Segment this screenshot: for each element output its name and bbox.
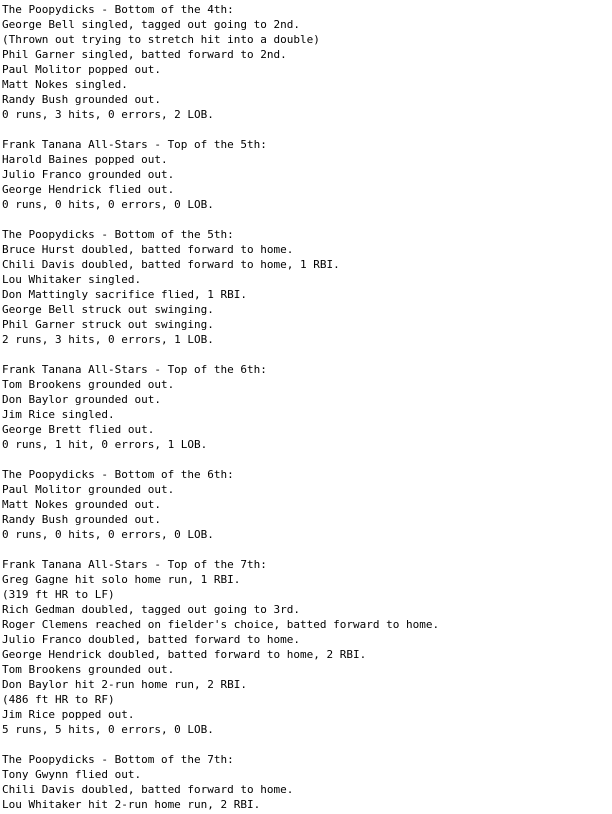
play-line: George Hendrick flied out. <box>2 183 175 196</box>
play-line: Don Baylor grounded out. <box>2 393 161 406</box>
play-line: Lou Whitaker singled. <box>2 273 142 286</box>
half-inning-block <box>2 227 610 347</box>
play-line: Randy Bush grounded out. <box>2 93 161 106</box>
half-inning-header: The Poopydicks - Bottom of the 7th: <box>2 753 234 766</box>
play-line: Tony Gwynn flied out. <box>2 768 142 781</box>
half-inning-summary: 0 runs, 0 hits, 0 errors, 0 LOB. <box>2 528 214 541</box>
play-line: George Bell singled, tagged out going to 2nd. <box>2 18 301 31</box>
play-line: George Brett flied out. <box>2 423 155 436</box>
half-inning-block <box>2 2 610 122</box>
play-line: (Thrown out trying to stretch hit into a double) <box>2 33 320 46</box>
play-by-play-log <box>2 2 610 812</box>
play-line: Phil Garner struck out swinging. <box>2 318 214 331</box>
half-inning-summary: 0 runs, 0 hits, 0 errors, 0 LOB. <box>2 198 214 211</box>
play-line: Jim Rice popped out. <box>2 708 135 721</box>
half-inning-block <box>2 557 610 737</box>
play-line: Chili Davis doubled, batted forward to home. <box>2 783 294 796</box>
play-line: Lou Whitaker hit 2-run home run, 2 RBI. <box>2 798 261 811</box>
play-line: Jim Rice singled. <box>2 408 115 421</box>
play-line: Paul Molitor grounded out. <box>2 483 175 496</box>
half-inning-header: Frank Tanana All-Stars - Top of the 6th: <box>2 363 267 376</box>
half-inning-block <box>2 752 610 812</box>
half-inning-block <box>2 362 610 452</box>
half-inning-header: The Poopydicks - Bottom of the 6th: <box>2 468 234 481</box>
half-inning-header: Frank Tanana All-Stars - Top of the 7th: <box>2 558 267 571</box>
play-line: Phil Garner singled, batted forward to 2nd. <box>2 48 287 61</box>
play-line: Julio Franco grounded out. <box>2 168 175 181</box>
play-line: Greg Gagne hit solo home run, 1 RBI. <box>2 573 241 586</box>
half-inning-block <box>2 137 610 212</box>
play-line: (486 ft HR to RF) <box>2 693 115 706</box>
half-inning-summary: 5 runs, 5 hits, 0 errors, 0 LOB. <box>2 723 214 736</box>
half-inning-summary: 2 runs, 3 hits, 0 errors, 1 LOB. <box>2 333 214 346</box>
half-inning-summary: 0 runs, 1 hit, 0 errors, 1 LOB. <box>2 438 208 451</box>
play-line: Julio Franco doubled, batted forward to home. <box>2 633 301 646</box>
play-line: Tom Brookens grounded out. <box>2 663 175 676</box>
half-inning-summary: 0 runs, 3 hits, 0 errors, 2 LOB. <box>2 108 214 121</box>
play-line: Bruce Hurst doubled, batted forward to home. <box>2 243 294 256</box>
play-line: George Hendrick doubled, batted forward to home, 2 RBI. <box>2 648 367 661</box>
half-inning-block <box>2 467 610 542</box>
play-line: (319 ft HR to LF) <box>2 588 115 601</box>
play-line: Don Mattingly sacrifice flied, 1 RBI. <box>2 288 248 301</box>
play-line: Rich Gedman doubled, tagged out going to 3rd. <box>2 603 301 616</box>
play-line: Don Baylor hit 2-run home run, 2 RBI. <box>2 678 248 691</box>
half-inning-header: Frank Tanana All-Stars - Top of the 5th: <box>2 138 267 151</box>
half-inning-header: The Poopydicks - Bottom of the 5th: <box>2 228 234 241</box>
play-line: George Bell struck out swinging. <box>2 303 214 316</box>
play-line: Harold Baines popped out. <box>2 153 168 166</box>
play-line: Tom Brookens grounded out. <box>2 378 175 391</box>
half-inning-header: The Poopydicks - Bottom of the 4th: <box>2 3 234 16</box>
play-line: Randy Bush grounded out. <box>2 513 161 526</box>
play-line: Matt Nokes grounded out. <box>2 498 161 511</box>
play-line: Roger Clemens reached on fielder's choice, batted forward to home. <box>2 618 440 631</box>
play-line: Matt Nokes singled. <box>2 78 128 91</box>
play-line: Paul Molitor popped out. <box>2 63 161 76</box>
play-line: Chili Davis doubled, batted forward to home, 1 RBI. <box>2 258 340 271</box>
